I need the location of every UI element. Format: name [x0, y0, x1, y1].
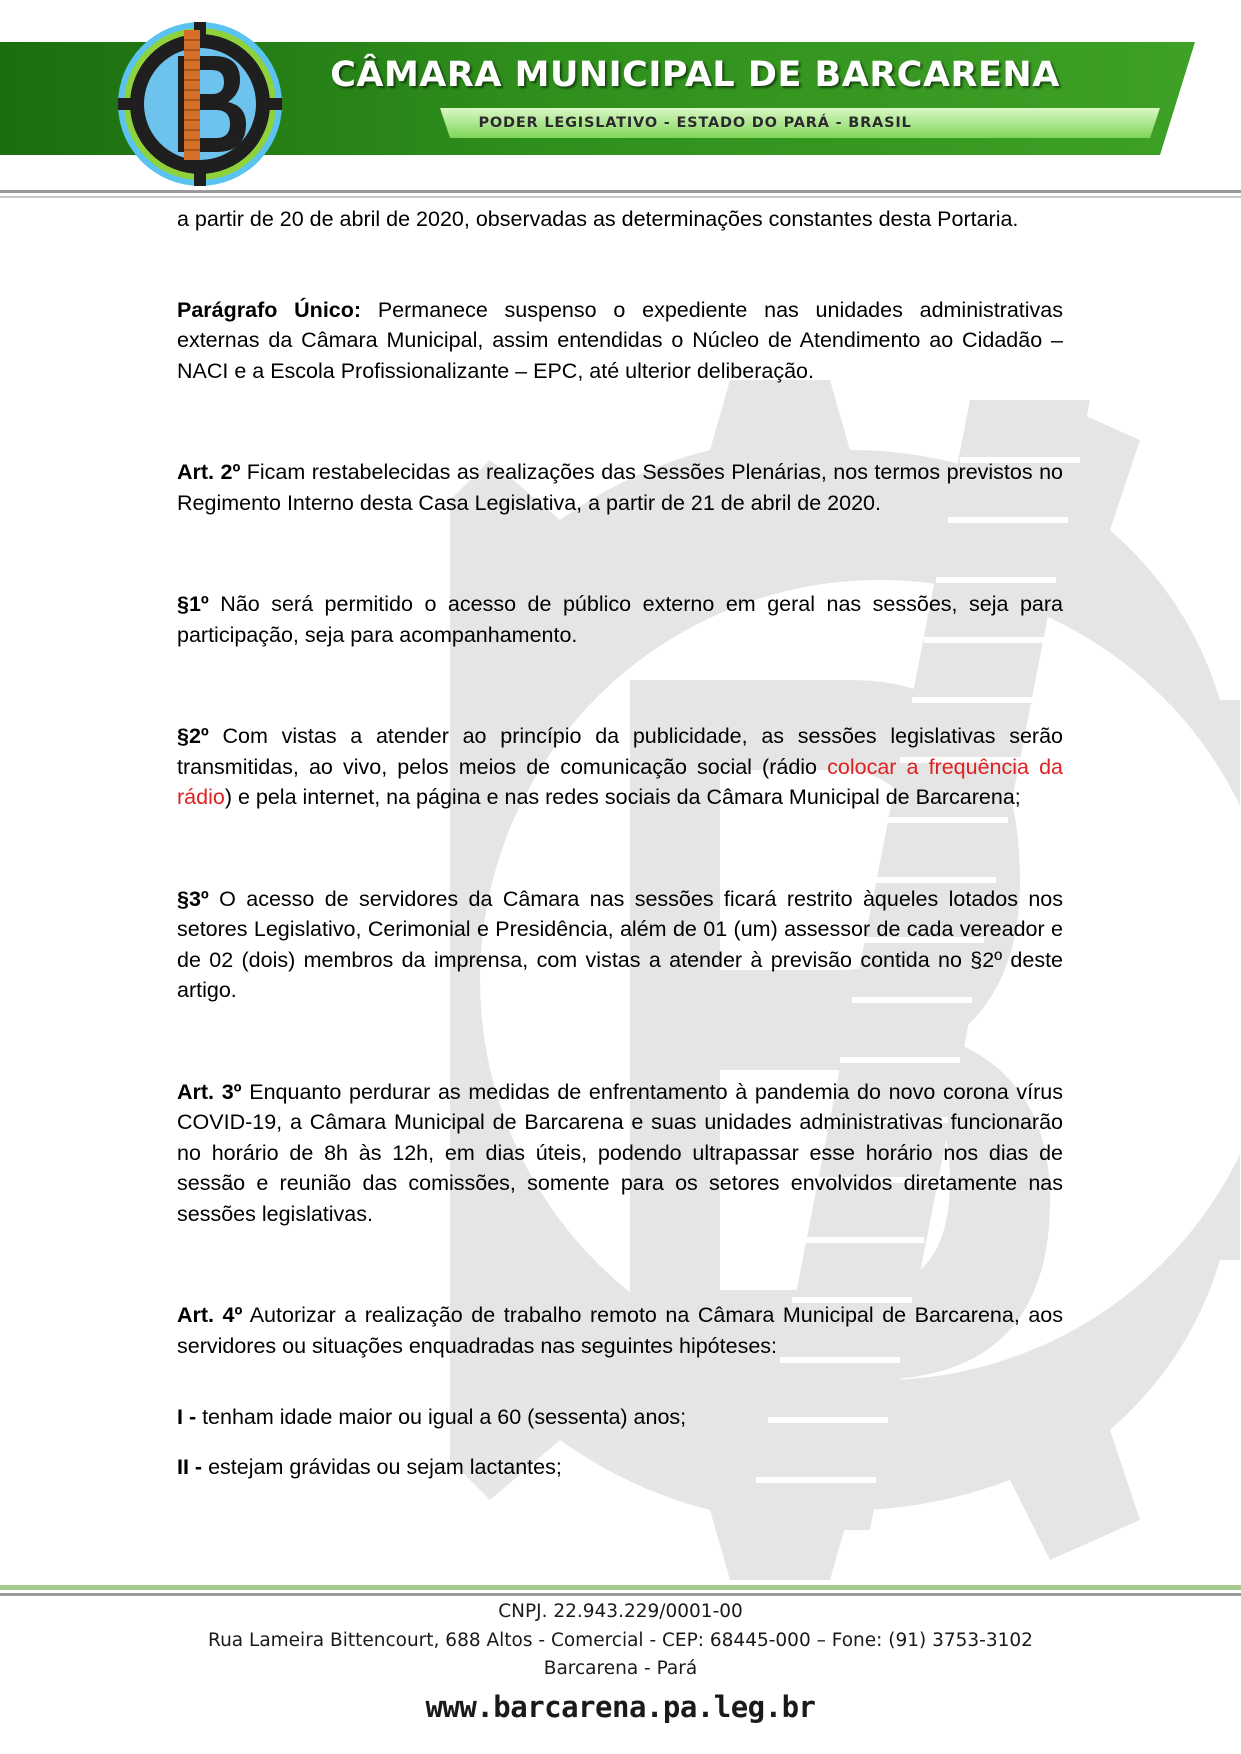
inciso-1-text: tenham idade maior ou igual a 60 (sessenta) anos;: [196, 1405, 687, 1429]
article-2-label: Art. 2º: [177, 460, 241, 484]
paragraph-2-text: Com vistas a atender ao princípio da publicidade, as sessões legislativas serão transmitidas, ao vivo, pelos meios de comunicação social (rádio: [177, 724, 1063, 779]
article-2-text: Ficam restabelecidas as realizações das Sessões Plenárias, nos termos previstos no Regimento Interno desta Casa Legislativa, a partir de 21 de abril de 2020.: [177, 460, 1063, 515]
inciso-2-text: estejam grávidas ou sejam lactantes;: [202, 1454, 562, 1479]
paragraph-3-text: O acesso de servidores da Câmara nas sessões ficará restrito àqueles lotados nos setores Legislativo, Cerimonial e Presidência, além de 01 (um) assessor de cada vereador e de 02 (dois) membros da imprensa, com vistas a atender à previsão contida no §2º deste artigo.: [177, 886, 1063, 1002]
paragraph-1: [177, 589, 1063, 650]
paragrafo-unico: [177, 295, 1063, 387]
paragraph-1-label: §1º: [177, 592, 209, 616]
footer-website-link[interactable]: www.barcarena.pa.leg.br: [425, 1689, 816, 1724]
document-body: [177, 200, 1063, 1482]
footer-city: Barcarena - Pará: [543, 1658, 698, 1679]
footer-address: Rua Lameira Bittencourt, 688 Altos - Comercial - CEP: 68445-000 – Fone: (91) 3753-3102: [208, 1629, 1033, 1651]
inciso-1: [177, 1402, 1063, 1433]
footer-divider: [0, 1585, 1241, 1599]
page-title: CÂMARA MUNICIPAL DE BARCARENA: [330, 55, 1060, 95]
paragraph-2-text-end: ) e pela internet, na página e nas redes sociais da Câmara Municipal de Barcarena;: [224, 785, 1021, 809]
paragraph-3-label: §3º: [177, 886, 209, 911]
paragraph-2-label: §2º: [177, 724, 209, 748]
paragraph-3: [177, 884, 1063, 1006]
inciso-1-label: I -: [177, 1405, 197, 1429]
article-4-label: Art. 4º: [177, 1303, 243, 1327]
article-2: [177, 457, 1063, 518]
paragrafo-unico-label: Parágrafo Único:: [177, 297, 362, 322]
page-subtitle: PODER LEGISLATIVO - ESTADO DO PARÁ - BRASIL: [478, 115, 912, 131]
article-3-text: Enquanto perdurar as medidas de enfrentamento à pandemia do novo corona vírus COVID-19, a Câmara Municipal de Barcarena e suas unidades administrativas funcionarão no horário de 8h às 12h, em dias úteis, podendo ultrapassar esse horário nos dias de sessão e reunião das comissões, somente para os setores envolvidos diretamente nas sessões legislativas.: [177, 1079, 1064, 1226]
paragraph-1-text: Não será permitido o acesso de público externo em geral nas sessões, seja para participação, seja para acompanhamento.: [177, 592, 1063, 647]
article-4: [177, 1300, 1063, 1361]
paragraph-2-red-note: colocar a frequência da rádio: [177, 754, 1063, 809]
paragraph-2: [177, 721, 1063, 813]
inciso-2: [177, 1452, 1063, 1483]
page-header: [0, 0, 1241, 205]
paragrafo-unico-text: Permanece suspenso o expediente nas unidades administrativas externas da Câmara Municipal, assim entendidas o Núcleo de Atendimento ao Cidadão – NACI e a Escola Profissionalizante – EPC, até ulterior deliberação.: [177, 297, 1063, 383]
page-footer: [0, 1598, 1241, 1724]
camara-barcarena-logo-icon: [116, 20, 284, 188]
article-3: [177, 1077, 1063, 1230]
intro-paragraph: a partir de 20 de abril de 2020, observadas as determinações constantes desta Portaria.: [177, 207, 1019, 231]
article-4-text: Autorizar a realização de trabalho remoto na Câmara Municipal de Barcarena, aos servidores ou situações enquadradas nas seguintes hipóteses:: [177, 1303, 1063, 1358]
article-3-label: Art. 3º: [177, 1079, 242, 1104]
inciso-2-label: II -: [177, 1454, 203, 1479]
footer-cnpj: CNPJ. 22.943.229/0001-00: [498, 1601, 743, 1622]
